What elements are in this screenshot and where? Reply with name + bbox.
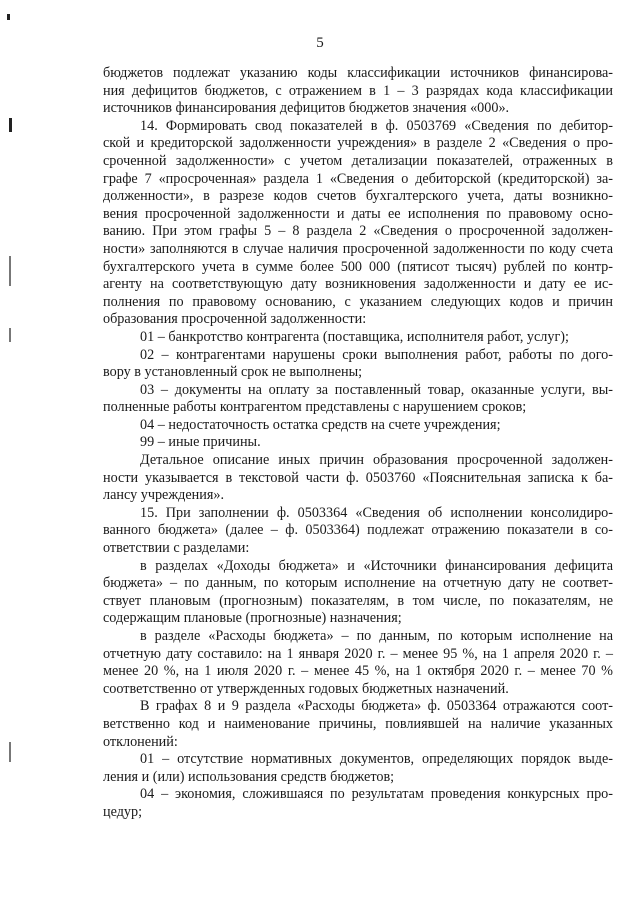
text-line: ванного бюджета» (далее – ф. 0503364) подлежат отражению показатели в со- — [103, 522, 613, 539]
text-line: в разделах «Доходы бюджета» и «Источники финансирования дефицита — [140, 557, 613, 574]
text-line: цедур; — [103, 803, 143, 820]
text-line: ствует плановым (прогнозным) показателям, в том числе, по показателям, не — [103, 592, 613, 609]
text-line: ванию. При этом графы 5 – 8 раздела 2 «Сведения о просроченной задолжен- — [103, 223, 613, 240]
text-line: ветственно код и наименование причины, повлиявшей на наличие указанных — [103, 715, 613, 732]
body-text — [103, 65, 613, 822]
text-line: бюджета» – по данным, по которым исполнение на отчетную дату не соответ- — [103, 575, 613, 592]
text-line: ской и кредиторской задолженности учреждения» в разделе 2 «Сведения о про- — [103, 135, 613, 152]
text-line: содержащим плановые (прогнозные) назначения; — [103, 610, 402, 627]
text-line: 99 – иные причины. — [140, 434, 261, 451]
text-line: менее 20 %, на 1 июля 2020 г. – менее 45 %, на 1 октября 2020 г. – менее 70 % — [103, 663, 613, 680]
text-line: соответственно от утвержденных годовых бюджетных назначений. — [103, 680, 509, 697]
text-line: 04 – экономия, сложившаяся по результатам проведения конкурсных про- — [140, 786, 613, 803]
text-line: 01 – банкротство контрагента (поставщика, исполнителя работ, услуг); — [140, 328, 569, 345]
text-line: графе 7 «просроченная» раздела 1 «Сведения о дебиторской (кредиторской) за- — [103, 170, 613, 187]
scan-artifact-mark — [9, 742, 11, 762]
text-line: 04 – недостаточность остатка средств на счете учреждения; — [140, 416, 501, 433]
text-line: ния дефицитов бюджетов, с отражением в 1 – 3 разрядах кода классификации — [103, 82, 613, 99]
text-line: долженности», в разрезе кодов счетов бухгалтерского учета, даты возникно- — [103, 188, 613, 205]
text-line: ности» заполняются в случае наличия просроченной задолженности по коду счета — [103, 240, 613, 257]
text-line: 03 – документы на оплату за поставленный товар, оказанные услуги, вы- — [140, 381, 613, 398]
scan-artifact-mark — [9, 118, 12, 132]
text-line: источников финансирования дефицитов бюджетов значения «000». — [103, 100, 510, 117]
text-line: бюджетов подлежат указанию коды классификации источников финансирова- — [103, 65, 613, 81]
scan-artifact-mark — [9, 256, 11, 286]
text-line: лансу учреждения». — [103, 487, 225, 504]
text-line: ответствии с разделами: — [103, 540, 250, 557]
text-line: ности указывается в текстовой части ф. 0503760 «Пояснительная записка к ба- — [103, 469, 613, 486]
text-line: в разделе «Расходы бюджета» – по данным, по которым исполнение на — [140, 628, 613, 644]
scan-artifact-mark — [7, 14, 10, 20]
text-line: вения просроченной задолженности и даты ее исполнения по правовому осно- — [103, 205, 613, 222]
text-line: отчетную дату составило: на 1 января 2020 г. – менее 95 %, на 1 апреля 2020 г. – — [103, 645, 613, 662]
scan-artifact-mark — [9, 328, 11, 342]
text-line: 14. Формировать свод показателей в ф. 0503769 «Сведения по дебитор- — [140, 117, 613, 134]
page-number: 5 — [316, 35, 324, 51]
text-line: вору в установленный срок не выполнены; — [103, 364, 363, 381]
text-line: полненные работы контрагентом представлены с нарушением сроков; — [103, 399, 527, 416]
text-line: Детальное описание иных причин образования просроченной задолжен- — [140, 452, 613, 469]
text-line: сроченной задолженности» с учетом детализации показателей, отраженных в — [103, 152, 613, 169]
text-line: 15. При заполнении ф. 0503364 «Сведения об исполнении консолидиро- — [140, 504, 613, 521]
text-line: образования просроченной задолженности: — [103, 311, 367, 328]
text-line: 01 – отсутствие нормативных документов, определяющих порядок выде- — [140, 751, 613, 768]
text-line: отклонений: — [103, 733, 178, 750]
text-line: полнения по правовому основанию, с указанием следующих кодов и причин — [103, 293, 613, 310]
text-line: агенту на соответствующую дату возникновения задолженности и дату ее ис- — [103, 276, 613, 293]
text-line: бухгалтерского учета в сумме более 500 000 (пятисот тысяч) рублей по контр- — [103, 258, 613, 275]
text-line: 02 – контрагентами нарушены сроки выполнения работ, работы по дого- — [140, 346, 613, 363]
text-line: ления и (или) использования средств бюджетов; — [103, 768, 395, 785]
text-line: В графах 8 и 9 раздела «Расходы бюджета» ф. 0503364 отражаются соот- — [140, 698, 613, 715]
